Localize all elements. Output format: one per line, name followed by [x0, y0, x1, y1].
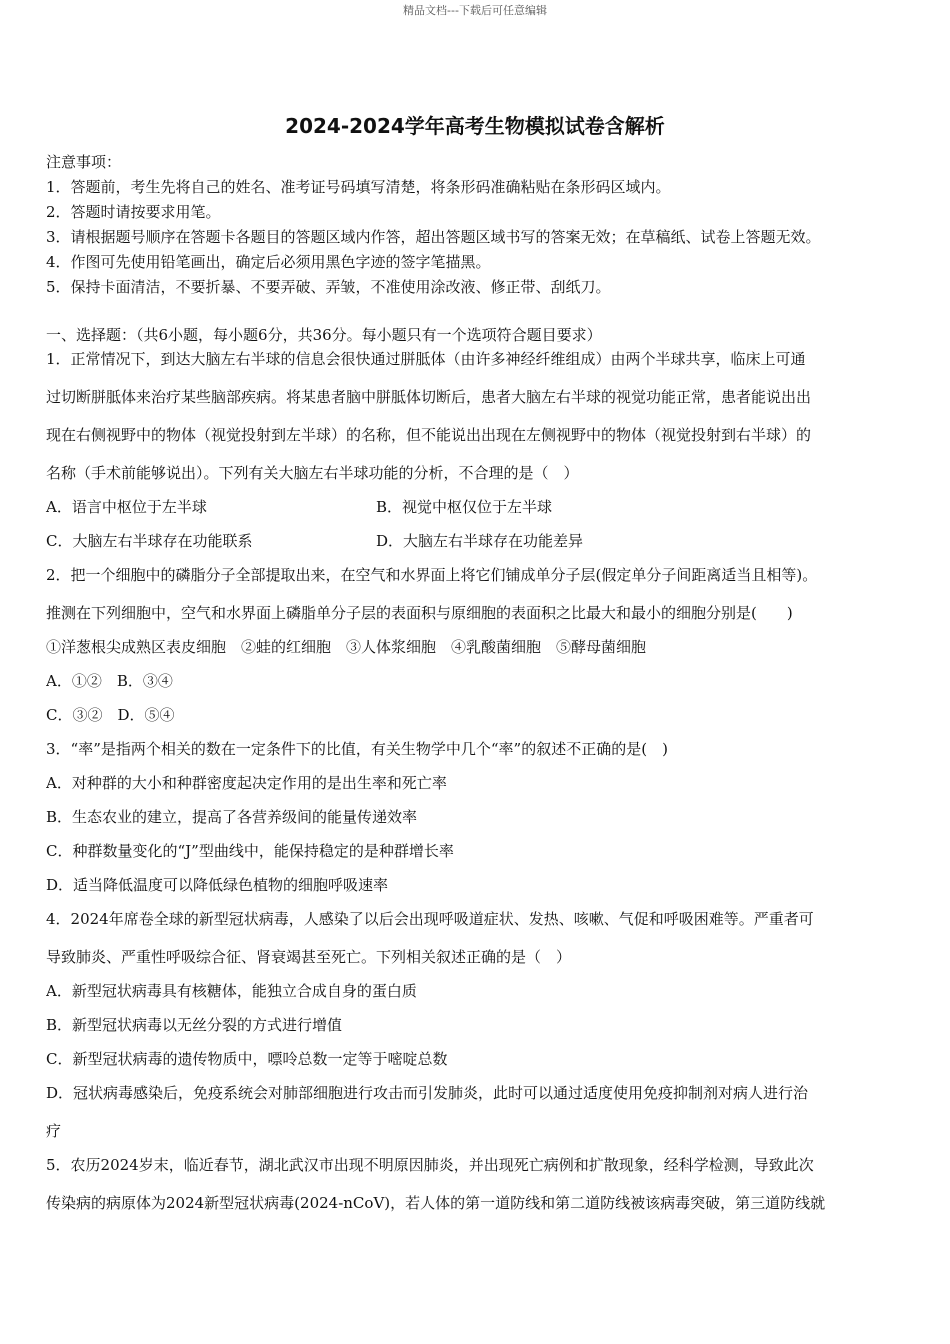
q2-stem: ①洋葱根尖成熟区表皮细胞 ②蛙的红细胞 ③人体浆细胞 ④乳酸菌细胞 ⑤酵母菌细胞 [46, 638, 647, 656]
q3-option-c: C．种群数量变化的“J”型曲线中，能保持稳定的是种群增长率 [46, 842, 454, 860]
q5-stem: 5．农历2024岁末，临近春节，湖北武汉市出现不明原因肺炎，并出现死亡病例和扩散现象，经科学检测，导致此次 [46, 1156, 814, 1174]
q3-stem: 3．“率”是指两个相关的数在一定条件下的比值，有关生物学中几个“率”的叙述不正确的是( ) [46, 740, 668, 758]
q4-option-a: A．新型冠状病毒具有核糖体，能独立合成自身的蛋白质 [46, 982, 417, 1000]
q1-options-row [46, 494, 906, 528]
section-heading: 一、选择题：（共6小题，每小题6分，共36分。每小题只有一个选项符合题目要求） [46, 326, 602, 344]
q3-option-b: B．生态农业的建立，提高了各营养级间的能量传递效率 [46, 808, 418, 826]
q2-option-ab: A．①② B．③④ [46, 672, 173, 690]
q4-stem: 导致肺炎、严重性呼吸综合征、肾衰竭甚至死亡。下列相关叙述正确的是（ ） [46, 948, 572, 966]
q2-stem: 2．把一个细胞中的磷脂分子全部提取出来，在空气和水界面上将它们铺成单分子层(假定单分子间距离适当且相等)。 [46, 566, 818, 584]
q1-stem: 1．正常情况下，到达大脑左右半球的信息会很快通过胼胝体（由许多神经纤维组成）由两个半球共享，临床上可通 [46, 350, 806, 368]
note-item: 4．作图可先使用铅笔画出，确定后必须用黑色字迹的签字笔描黑。 [46, 253, 491, 271]
q4-option-b: B．新型冠状病毒以无丝分裂的方式进行增值 [46, 1016, 343, 1034]
q4-option-c: C．新型冠状病毒的遗传物质中，嘌呤总数一定等于嘧啶总数 [46, 1050, 448, 1068]
q1-option-b: B．视觉中枢仅位于左半球 [376, 498, 553, 516]
q1-stem: 现在右侧视野中的物体（视觉投射到左半球）的名称，但不能说出出现在左侧视野中的物体（视觉投射到右半球）的 [46, 426, 812, 444]
note-item: 5．保持卡面清洁，不要折暴、不要弄破、弄皱，不准使用涂改液、修正带、刮纸刀。 [46, 278, 611, 296]
page-header: 精品文档---下载后可任意编辑 [403, 4, 547, 17]
note-item: 1．答题前，考生先将自己的姓名、准考证号码填写清楚，将条形码准确粘贴在条形码区域内。 [46, 178, 671, 196]
q2-stem: 推测在下列细胞中，空气和水界面上磷脂单分子层的表面积与原细胞的表面积之比最大和最小的细胞分别是( ) [46, 604, 793, 622]
q3-option-a: A．对种群的大小和种群密度起决定作用的是出生率和死亡率 [46, 774, 447, 792]
note-item: 2．答题时请按要求用笔。 [46, 203, 221, 221]
notes-section [46, 150, 906, 300]
q1-option-c: C．大脑左右半球存在功能联系 [46, 532, 253, 550]
q5-stem: 传染病的病原体为2024新型冠状病毒(2024-nCoV)，若人体的第一道防线和第二道防线被该病毒突破，第三道防线就 [46, 1194, 826, 1212]
notes-heading: 注意事项： [46, 153, 122, 171]
questions [46, 322, 906, 1228]
q4-option-d-cont: 疗 [46, 1122, 62, 1140]
document-title: 2024-2024学年高考生物模拟试卷含解析 [285, 114, 665, 138]
q1-option-a: A．语言中枢位于左半球 [46, 498, 207, 516]
q2-option-cd: C．③② D．⑤④ [46, 706, 175, 724]
q3-option-d: D．适当降低温度可以降低绿色植物的细胞呼吸速率 [46, 876, 389, 894]
note-item: 3．请根据题号顺序在答题卡各题目的答题区域内作答，超出答题区域书写的答案无效；在草稿纸、试卷上答题无效。 [46, 228, 821, 246]
q1-option-d: D．大脑左右半球存在功能差异 [376, 532, 584, 550]
q1-stem: 过切断胼胝体来治疗某些脑部疾病。将某患者脑中胼胝体切断后，患者大脑左右半球的视觉功能正常，患者能说出出 [46, 388, 812, 406]
q4-stem: 4．2024年席卷全球的新型冠状病毒，人感染了以后会出现呼吸道症状、发热、咳嗽、气促和呼吸困难等。严重者可 [46, 910, 814, 928]
q4-option-d: D．冠状病毒感染后，免疫系统会对肺部细胞进行攻击而引发肺炎，此时可以通过适度使用免疫抑制剂对病人进行治 [46, 1084, 809, 1102]
q1-options-row [46, 528, 906, 562]
q1-stem: 名称（手术前能够说出）。下列有关大脑左右半球功能的分析，不合理的是（ ） [46, 464, 579, 482]
